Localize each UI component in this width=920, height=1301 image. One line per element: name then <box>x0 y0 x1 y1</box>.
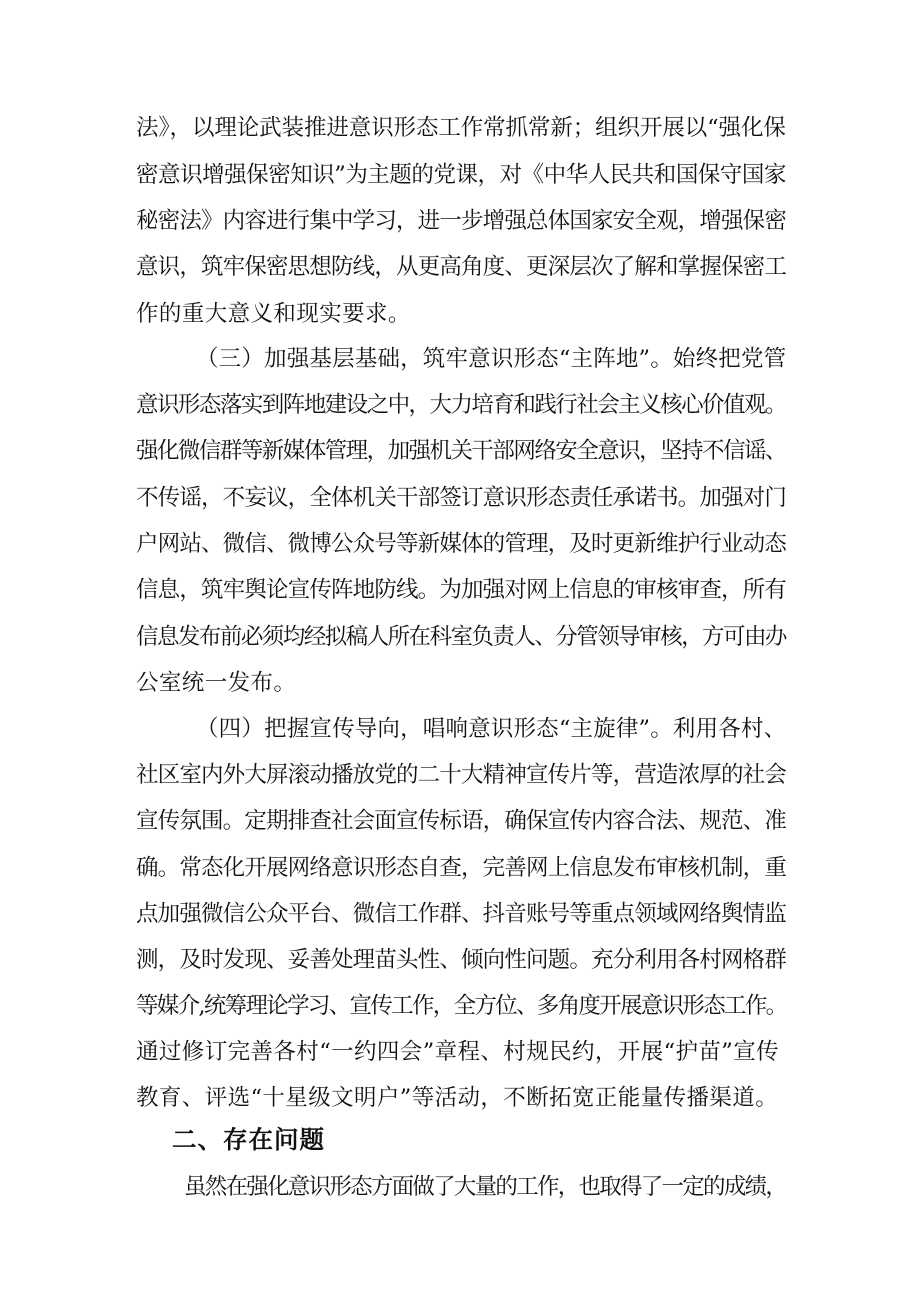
text-line: 密意识增强保密知识”为主题的党课，对《中华人民共和国保守国家 <box>136 162 787 188</box>
text-line: 测，及时发现、妥善处理苗头性、倾向性问题。充分利用各村网格群 <box>136 947 787 973</box>
text-line: 意识形态落实到阵地建设之中，大力培育和践行社会主义核心价值观。 <box>136 392 786 418</box>
text-line: （四）把握宣传导向，唱响意识形态“主旋律”。利用各村、 <box>196 716 787 742</box>
text-line: 法》，以理论武装推进意识形态工作常抓常新；组织开展以“强化保 <box>136 115 786 141</box>
text-line: 信息发布前必须均经拟稿人所在科室负责人、分管领导审核，方可由办 <box>136 624 786 650</box>
text-line: 社区室内外大屏滚动播放党的二十大精神宣传片等，营造浓厚的社会 <box>136 762 787 788</box>
text-line: 等媒介,统筹理论学习、宣传工作，全方位、多角度开展意识形态工作。 <box>136 993 787 1019</box>
text-line: 宣传氛围。定期排查社会面宣传标语，确保宣传内容合法、规范、准 <box>136 808 787 834</box>
text-line: 意识，筑牢保密思想防线，从更高角度、更深层次了解和掌握保密工 <box>136 254 787 280</box>
text-line: 确。常态化开展网络意识形态自查，完善网上信息发布审核机制，重 <box>136 855 787 881</box>
text-line: 秘密法》内容进行集中学习，进一步增强总体国家安全观，增强保密 <box>136 208 787 234</box>
text-line: 户网站、微信、微博公众号等新媒体的管理，及时更新维护行业动态 <box>136 531 787 557</box>
text-line: （三）加强基层基础，筑牢意识形态“主阵地”。始终把党管 <box>196 346 787 372</box>
text-line: 点加强微信公众平台、微信工作群、抖音账号等重点领域网络舆情监 <box>136 901 787 927</box>
text-line: 教育、评选“十星级文明户”等活动，不断拓宽正能量传播渠道。 <box>136 1085 779 1111</box>
section-heading: 二、存在问题 <box>172 1125 325 1154</box>
text-line: 作的重大意义和现实要求。 <box>136 301 411 327</box>
text-line: 不传谣，不妄议，全体机关干部签订意识形态责任承诺书。加强对门 <box>136 485 787 511</box>
text-line: 通过修订完善各村“一约四会”章程、村规民约，开展“护苗”宣传 <box>136 1039 780 1065</box>
text-line: 虽然在强化意识形态方面做了大量的工作，也取得了一定的成绩， <box>184 1174 787 1200</box>
text-line: 公室统一发布。 <box>136 670 297 696</box>
text-line: 信息，筑牢舆论宣传阵地防线。为加强对网上信息的审核审查，所有 <box>136 577 787 603</box>
text-line: 强化微信群等新媒体管理，加强机关干部网络安全意识，坚持不信谣、 <box>136 438 786 464</box>
